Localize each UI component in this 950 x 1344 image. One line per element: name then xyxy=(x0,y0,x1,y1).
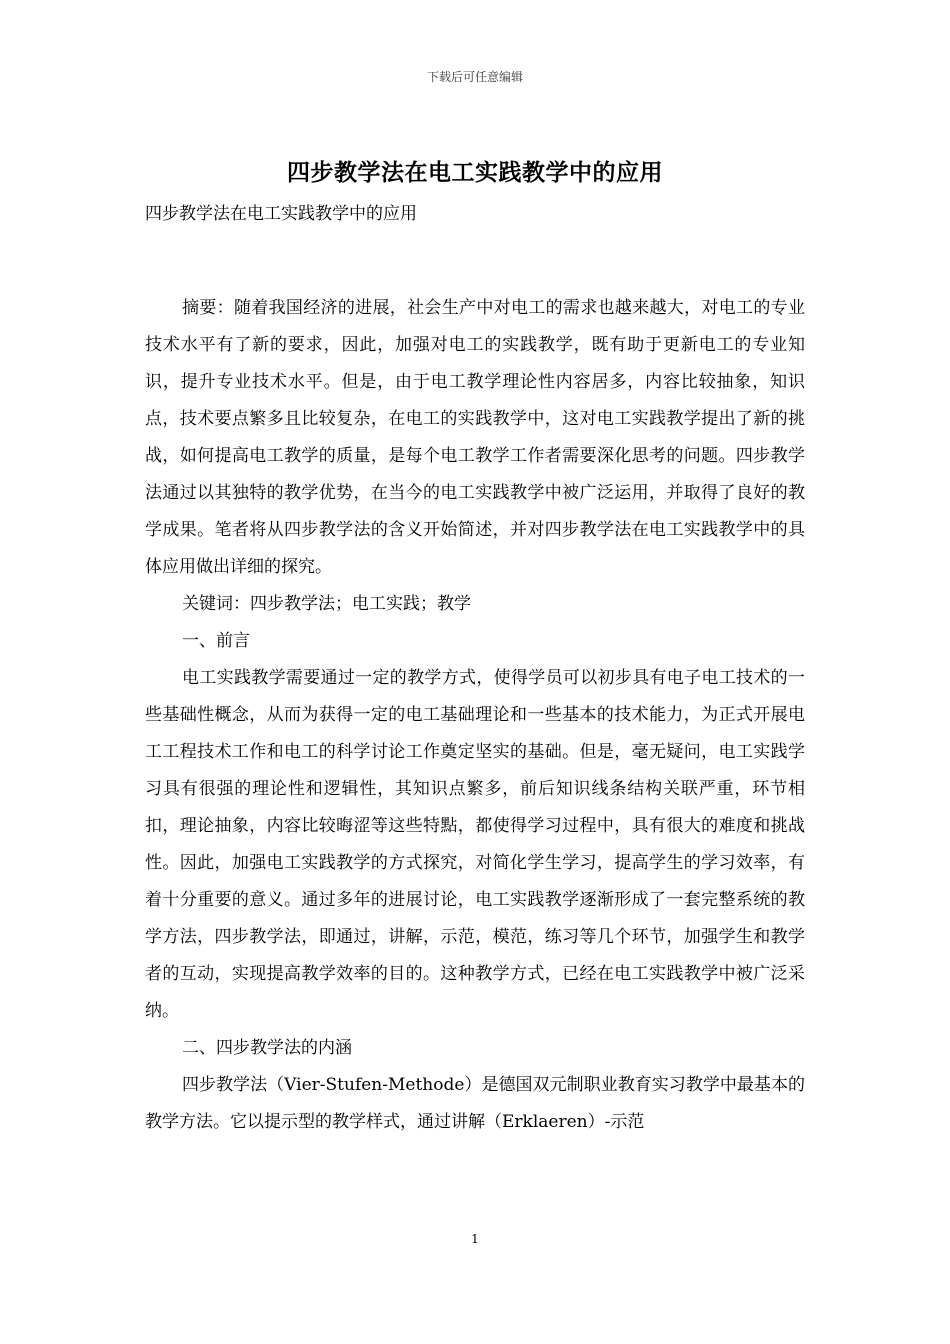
section-heading-connotation: 二、四步教学法的内涵 xyxy=(182,1038,352,1058)
page-number: 1 xyxy=(471,1232,479,1246)
document-title: 四步教学法在电工实践教学中的应用 xyxy=(287,160,663,186)
abstract-paragraph: 摘要：随着我国经济的进展，社会生产中对电工的需求也越来越大，对电工的专业技术水平有了新的要求，因此，加强对电工的实践教学，既有助于更新电工的专业知识，提升专业技术水平。但是，由于电工教学理论性内容居多，内容比较抽象，知识点，技术要点繁多且比较复杂，在电工的实践教学中，这对电工实践教学提出了新的挑战，如何提高电工教学的质量，是每个电工教学工作者需要深化思考的问题。四步教学法通过以其独特的教学优势，在当今的电工实践教学中被广泛运用，并取得了良好的教学成果。笔者将从四步教学法的含义开始简述，并对四步教学法在电工实践教学中的具体应用做出详细的探究。 xyxy=(145,298,805,577)
page-header: 下载后可任意编辑 xyxy=(426,70,523,84)
section-heading-preface: 一、前言 xyxy=(182,631,250,651)
spacer xyxy=(145,233,805,290)
document-body xyxy=(145,196,805,1141)
document-subtitle: 四步教学法在电工实践教学中的应用 xyxy=(145,204,417,224)
keywords-paragraph: 关键词：四步教学法；电工实践；教学 xyxy=(182,594,471,614)
connotation-paragraph: 四步教学法（Vier-Stufen-Methode）是德国双元制职业教育实习教学中最基本的教学方法。它以提示型的教学样式，通过讲解（Erklaeren）-示范 xyxy=(145,1075,805,1132)
preface-paragraph: 电工实践教学需要通过一定的教学方式，使得学员可以初步具有电子电工技术的一些基础性概念，从而为获得一定的电工基础理论和一些基本的技术能力，为正式开展电工工程技术工作和电工的科学讨论工作奠定坚实的基础。但是，毫无疑问，电工实践学习具有很强的理论性和逻辑性，其知识点繁多，前后知识线条结构关联严重，环节相扣，理论抽象，内容比较晦涩等这些特點，都使得学习过程中，具有很大的难度和挑战性。因此，加强电工实践教学的方式探究，对简化学生学习，提高学生的学习效率，有着十分重要的意义。通过多年的进展讨论，电工实践教学逐渐形成了一套完整系统的教学方法，四步教学法，即通过，讲解，示范，模范，练习等几个环节，加强学生和教学者的互动，实现提高教学效率的目的。这种教学方式，已经在电工实践教学中被广泛采纳。 xyxy=(145,668,805,1021)
